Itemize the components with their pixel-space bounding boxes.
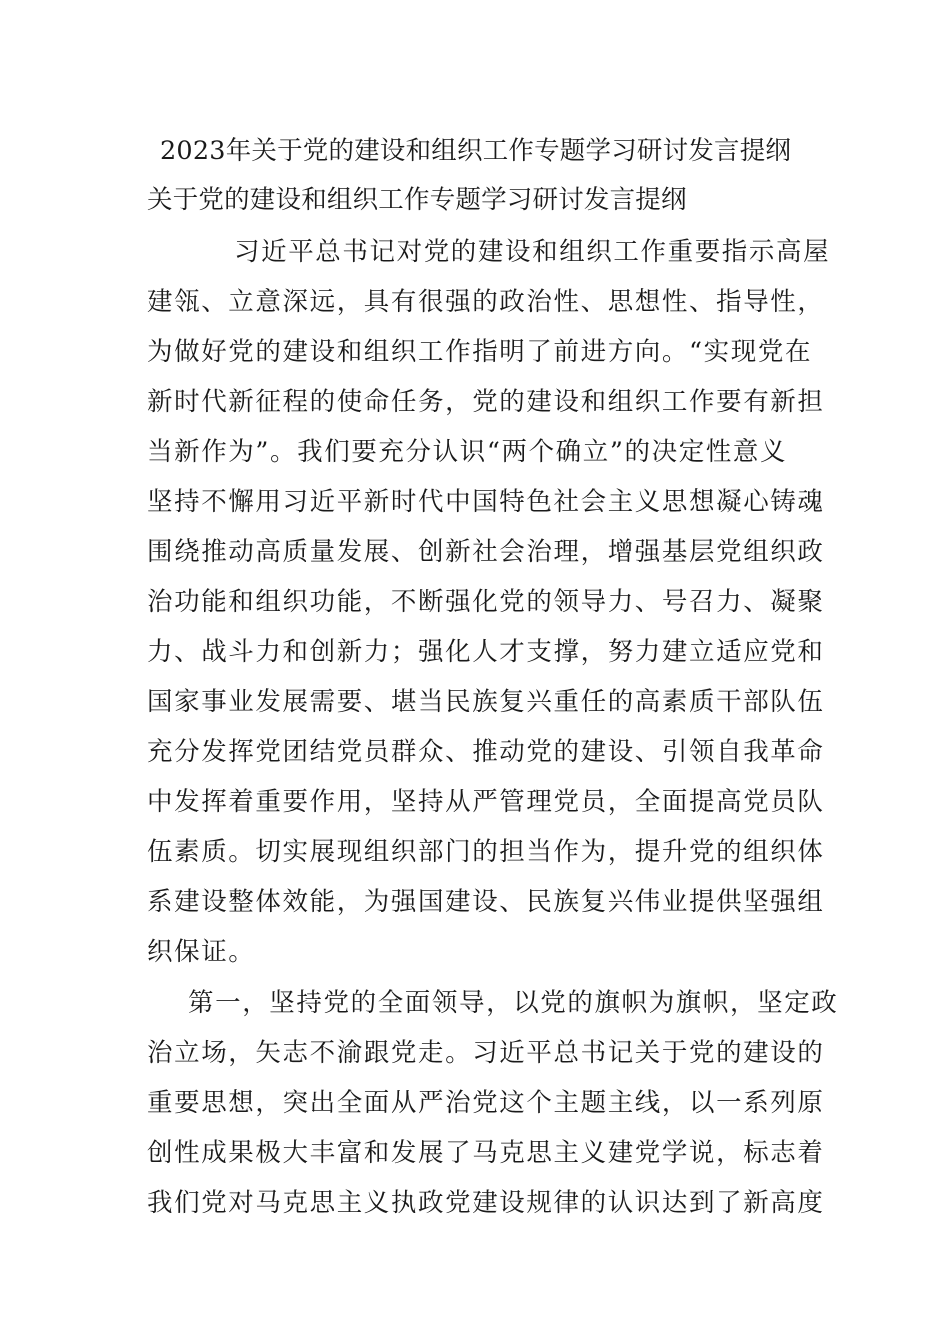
paragraph-1-line: 坚持不懈用习近平新时代中国特色社会主义思想凝心铸魂 bbox=[147, 487, 825, 517]
document-title: 2023年关于党的建设和组织工作专题学习研讨发言提纲 bbox=[160, 136, 792, 166]
paragraph-1-line: 当新作为”。我们要充分认识“两个确立”的决定性意义 bbox=[147, 437, 788, 467]
paragraph-1-line: 伍素质。切实展现组织部门的担当作为，提升党的组织体 bbox=[147, 837, 825, 867]
paragraph-1-line: 系建设整体效能，为强国建设、民族复兴伟业提供坚强组 bbox=[147, 887, 825, 917]
paragraph-1-line: 织保证。 bbox=[147, 937, 256, 967]
paragraph-1-line: 中发挥着重要作用，坚持从严管理党员，全面提高党员队 bbox=[147, 787, 825, 817]
document-subtitle: 关于党的建设和组织工作专题学习研讨发言提纲 bbox=[147, 185, 687, 215]
paragraph-1-line: 国家事业发展需要、堪当民族复兴重任的高素质干部队伍 bbox=[147, 687, 825, 717]
paragraph-2-line: 创性成果极大丰富和发展了马克思主义建党学说，标志着 bbox=[147, 1138, 825, 1168]
paragraph-1-line: 为做好党的建设和组织工作指明了前进方向。“实现党在 bbox=[147, 337, 813, 367]
paragraph-1-line: 充分发挥党团结党员群众、推动党的建设、引领自我革命 bbox=[147, 737, 825, 767]
paragraph-1-line: 力、战斗力和创新力；强化人才支撑，努力建立适应党和 bbox=[147, 637, 825, 667]
paragraph-2-line: 重要思想，突出全面从严治党这个主题主线，以一系列原 bbox=[147, 1088, 825, 1118]
paragraph-2-line: 我们党对马克思主义执政党建设规律的认识达到了新高度 bbox=[147, 1188, 825, 1218]
paragraph-2-line: 第一，坚持党的全面领导，以党的旗帜为旗帜，坚定政 bbox=[188, 988, 839, 1018]
paragraph-1-line: 治功能和组织功能，不断强化党的领导力、号召力、凝聚 bbox=[147, 587, 825, 617]
paragraph-1-line: 建瓴、立意深远，具有很强的政治性、思想性、指导性， bbox=[147, 287, 825, 317]
paragraph-2-line: 治立场，矢志不渝跟党走。习近平总书记关于党的建设的 bbox=[147, 1038, 825, 1068]
paragraph-1-line: 习近平总书记对党的建设和组织工作重要指示高屋 bbox=[234, 237, 831, 267]
paragraph-1-line: 围绕推动高质量发展、创新社会治理，增强基层党组织政 bbox=[147, 537, 825, 567]
paragraph-1-line: 新时代新征程的使命任务，党的建设和组织工作要有新担 bbox=[147, 387, 825, 417]
